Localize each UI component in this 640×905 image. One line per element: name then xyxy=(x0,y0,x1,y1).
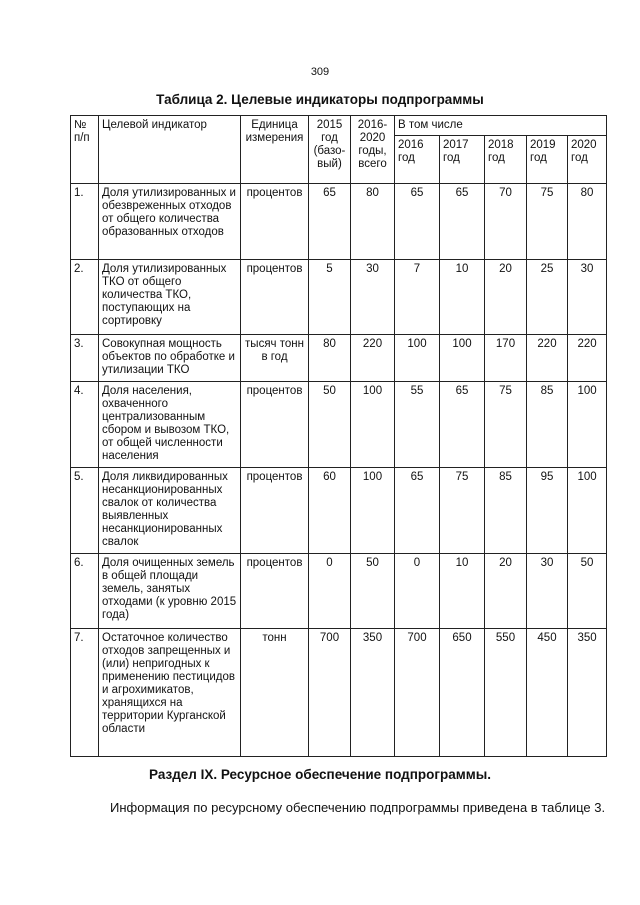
header-year: 2020 год xyxy=(568,136,607,184)
row-2020: 100 xyxy=(568,468,607,554)
row-2016: 100 xyxy=(395,335,440,382)
row-unit: тонн xyxy=(241,629,309,757)
row-2017: 65 xyxy=(440,382,485,468)
row-indicator: Доля ликвидированных несанкционированных свалок от количества выявленных несанкционированных свалок xyxy=(99,468,241,554)
row-unit: процентов xyxy=(241,260,309,335)
row-2019: 450 xyxy=(527,629,568,757)
row-2017: 10 xyxy=(440,554,485,629)
row-2018: 20 xyxy=(485,554,527,629)
page-number: 309 xyxy=(310,66,330,78)
row-unit: процентов xyxy=(241,554,309,629)
row-indicator: Совокупная мощность объектов по обработке и утилизации ТКО xyxy=(99,335,241,382)
header-year: 2018 год xyxy=(485,136,527,184)
row-num: 1. xyxy=(71,184,99,260)
row-2017: 75 xyxy=(440,468,485,554)
section-heading: Раздел IX. Ресурсное обеспечение подпрограммы. xyxy=(149,767,491,782)
row-base: 60 xyxy=(309,468,351,554)
indicators-table xyxy=(70,115,607,757)
row-2018: 20 xyxy=(485,260,527,335)
row-2019: 30 xyxy=(527,554,568,629)
row-2016: 65 xyxy=(395,184,440,260)
row-2017: 100 xyxy=(440,335,485,382)
row-2020: 220 xyxy=(568,335,607,382)
row-num: 2. xyxy=(71,260,99,335)
row-indicator: Доля очищенных земель в общей площади земель, занятых отходами (к уровню 2015 года) xyxy=(99,554,241,629)
row-total: 220 xyxy=(351,335,395,382)
row-2019: 75 xyxy=(527,184,568,260)
row-total: 100 xyxy=(351,382,395,468)
row-base: 0 xyxy=(309,554,351,629)
table-row xyxy=(71,260,607,335)
row-2017: 65 xyxy=(440,184,485,260)
row-total: 50 xyxy=(351,554,395,629)
header-period-total: 2016-2020 годы, всего xyxy=(351,116,395,184)
header-year: 2019 год xyxy=(527,136,568,184)
row-num: 5. xyxy=(71,468,99,554)
row-unit: процентов xyxy=(241,184,309,260)
row-base: 700 xyxy=(309,629,351,757)
row-base: 5 xyxy=(309,260,351,335)
header-base-year: 2015 год (базо-вый) xyxy=(309,116,351,184)
row-2016: 65 xyxy=(395,468,440,554)
row-indicator: Остаточное количество отходов запрещенных и (или) непригодных к применению пестицидов и агрохимикатов, хранящихся на территории Курганской области xyxy=(99,629,241,757)
row-2020: 50 xyxy=(568,554,607,629)
row-unit: процентов xyxy=(241,468,309,554)
row-2017: 10 xyxy=(440,260,485,335)
row-2018: 170 xyxy=(485,335,527,382)
row-2018: 85 xyxy=(485,468,527,554)
table-row xyxy=(71,468,607,554)
row-2020: 30 xyxy=(568,260,607,335)
row-indicator: Доля утилизированных и обезвреженных отходов от общего количества образованных отходов xyxy=(99,184,241,260)
row-num: 6. xyxy=(71,554,99,629)
row-total: 350 xyxy=(351,629,395,757)
row-2019: 220 xyxy=(527,335,568,382)
row-total: 80 xyxy=(351,184,395,260)
table-row xyxy=(71,335,607,382)
row-2020: 100 xyxy=(568,382,607,468)
row-2018: 75 xyxy=(485,382,527,468)
row-total: 30 xyxy=(351,260,395,335)
table-row xyxy=(71,629,607,757)
row-num: 7. xyxy=(71,629,99,757)
row-2019: 25 xyxy=(527,260,568,335)
row-2016: 7 xyxy=(395,260,440,335)
row-2016: 0 xyxy=(395,554,440,629)
table-row xyxy=(71,554,607,629)
table-title: Таблица 2. Целевые индикаторы подпрограммы xyxy=(156,92,484,107)
row-2020: 80 xyxy=(568,184,607,260)
row-2019: 85 xyxy=(527,382,568,468)
row-2018: 70 xyxy=(485,184,527,260)
row-base: 80 xyxy=(309,335,351,382)
row-unit: процентов xyxy=(241,382,309,468)
row-num: 4. xyxy=(71,382,99,468)
row-2019: 95 xyxy=(527,468,568,554)
row-total: 100 xyxy=(351,468,395,554)
header-num: № п/п xyxy=(71,116,99,184)
row-indicator: Доля населения, охваченного централизованным сбором и вывозом ТКО, от общей численности населения xyxy=(99,382,241,468)
table-row xyxy=(71,382,607,468)
table-row xyxy=(71,184,607,260)
row-2018: 550 xyxy=(485,629,527,757)
body-paragraph: Информация по ресурсному обеспечению подпрограммы приведена в таблице 3. xyxy=(110,800,606,815)
header-year: 2017 год xyxy=(440,136,485,184)
header-year: 2016 год xyxy=(395,136,440,184)
row-2016: 55 xyxy=(395,382,440,468)
row-2017: 650 xyxy=(440,629,485,757)
row-num: 3. xyxy=(71,335,99,382)
row-2016: 700 xyxy=(395,629,440,757)
header-including: В том числе xyxy=(395,116,607,136)
row-base: 65 xyxy=(309,184,351,260)
row-unit: тысяч тонн в год xyxy=(241,335,309,382)
row-base: 50 xyxy=(309,382,351,468)
header-indicator: Целевой индикатор xyxy=(99,116,241,184)
row-2020: 350 xyxy=(568,629,607,757)
row-indicator: Доля утилизированных ТКО от общего количества ТКО, поступающих на сортировку xyxy=(99,260,241,335)
header-unit: Единица измерения xyxy=(241,116,309,184)
